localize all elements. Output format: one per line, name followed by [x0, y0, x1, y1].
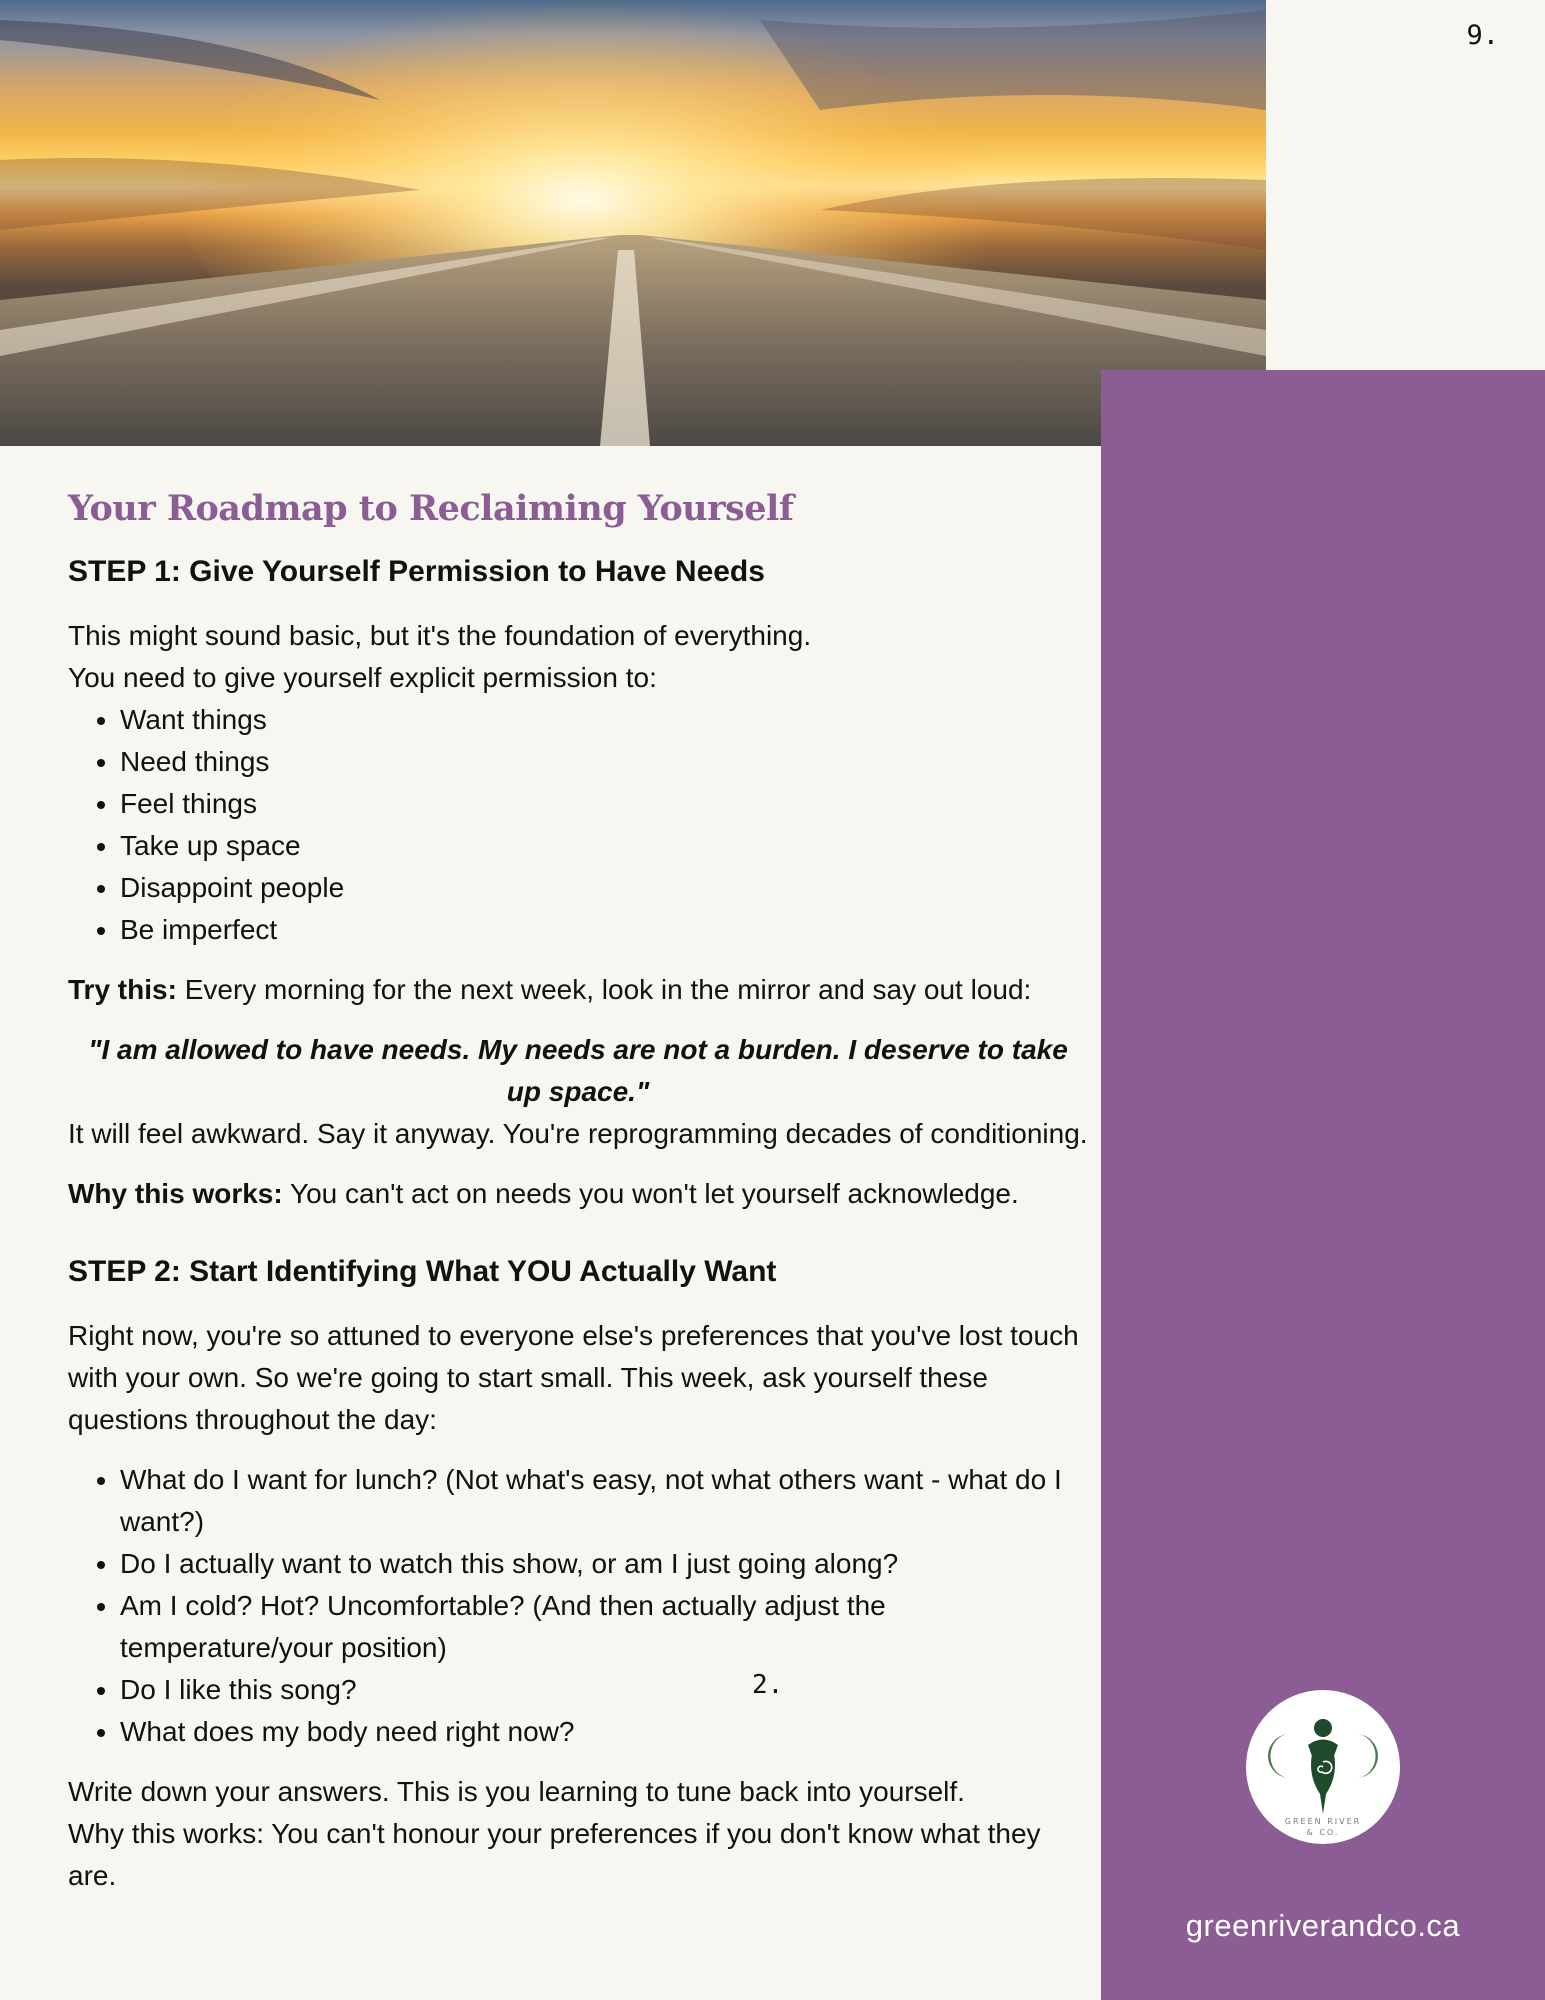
list-item: • What do I want for lunch? (Not what's easy, not what others want - what do I want?): [120, 1459, 1088, 1543]
try-this-label: Try this:: [68, 974, 177, 1005]
green-river-logo: [1246, 1690, 1400, 1844]
corner-panel: [1266, 0, 1545, 370]
step2-outro-line1: Write down your answers. This is you learning to tune back into yourself.: [68, 1776, 965, 1807]
list-item: • Be imperfect: [120, 909, 1088, 951]
step2-question-list: [68, 1459, 1088, 1753]
sidebar-purple-panel-top: [1266, 370, 1545, 446]
list-item: • What does my body need right now?: [120, 1711, 1088, 1753]
step1-permission-list: [68, 699, 1088, 951]
why-text: You can't act on needs you won't let yourself acknowledge.: [282, 1178, 1019, 1209]
step1-intro-line2: You need to give yourself explicit permission to:: [68, 662, 657, 693]
page-number: 9.: [1466, 20, 1499, 51]
why-this-works-paragraph: [68, 1173, 1088, 1215]
step2-outro-line2: Why this works: You can't honour your preferences if you don't know what they are.: [68, 1818, 1041, 1891]
list-item: • Am I cold? Hot? Uncomfortable? (And then actually adjust the temperature/your position): [120, 1585, 1088, 1669]
logo-text-line1: GREEN RIVER: [1284, 1817, 1362, 1826]
try-this-text: Every morning for the next week, look in the mirror and say out loud:: [176, 974, 1032, 1005]
logo-text-line2: & CO.: [1306, 1828, 1340, 1837]
main-content: [68, 488, 1088, 1897]
why-label: Why this works:: [68, 1178, 283, 1209]
website-url[interactable]: greenriverandco.ca: [1185, 1908, 1461, 1943]
step2-heading: STEP 2: Start Identifying What YOU Actually Want: [68, 1255, 777, 1288]
page-title: Your Roadmap to Reclaiming Yourself: [68, 488, 794, 529]
list-item: • Need things: [120, 741, 1088, 783]
hero-image-sunrise-road: [0, 0, 1266, 446]
step1-heading: STEP 1: Give Yourself Permission to Have Needs: [68, 555, 765, 588]
list-item: • Disappoint people: [120, 867, 1088, 909]
step1-intro-line1: This might sound basic, but it's the foundation of everything.: [68, 620, 812, 651]
page-number-secondary: 2.: [752, 1670, 784, 1700]
step2-intro: Right now, you're so attuned to everyone else's preferences that you've lost touch with your own. So we're going to start small. This week, ask yourself these questions throughout the day:: [68, 1320, 1079, 1435]
affirmation-quote: "I am allowed to have needs. My needs are not a burden. I deserve to take up space.": [88, 1034, 1068, 1107]
list-item: • Do I actually want to watch this show, or am I just going along?: [120, 1543, 1088, 1585]
try-this-paragraph: [68, 969, 1088, 1011]
list-item: • Take up space: [120, 825, 1088, 867]
after-quote-text: It will feel awkward. Say it anyway. You're reprogramming decades of conditioning.: [68, 1118, 1088, 1149]
list-item: • Feel things: [120, 783, 1088, 825]
list-item: • Do I like this song?: [120, 1669, 1088, 1711]
list-item: • Want things: [120, 699, 1088, 741]
